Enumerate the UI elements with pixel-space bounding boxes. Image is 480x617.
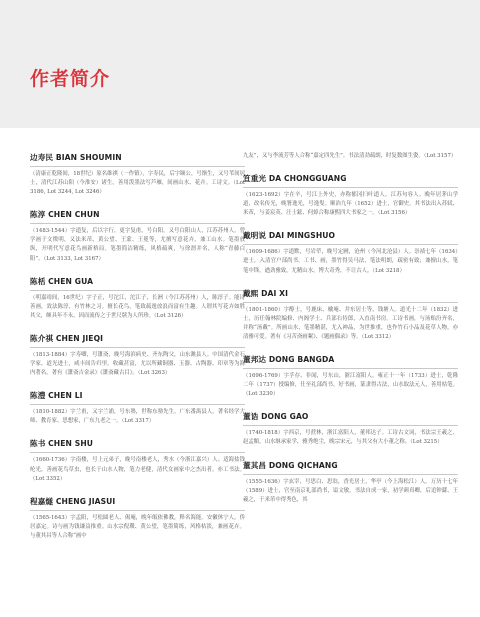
author-entry xyxy=(30,152,245,197)
divider xyxy=(30,223,245,224)
author-entry xyxy=(30,209,245,263)
author-bio: （1565-1643）字孟阳，号松圆老人、偈庵，晚年皈依佛教，释名海能。安徽休宁人，侨居嘉定。诗与画为钱谦益推重。山水宗倪瓒、黄公望，笔墨简练，风格枯淡，兼画花卉。与董其昌等人合称“画中 xyxy=(30,514,245,539)
divider xyxy=(30,452,245,453)
author-bio: （明嘉靖间，16世纪）字子正，号沱江，沱江子，长洲（今江苏苏州）人，陈淳子。能诗善画，效法陈淳，有竹林之习。擅长花鸟，笔致疏逸放浪而富有生趣。人谓其写花卉如胜其父，颇具年不永，因而流传之于世尺牍为人所珍。（Lot 3126） xyxy=(30,294,245,319)
author-bio: （1810-1882）字兰甫，又字兰浦，号东塾，世称东塾先生。广东番禺县人。著名经学大师、教育家、思想家，广东九老之一。（Lot 3317） xyxy=(30,409,245,425)
author-bio: （1696-1769）字孚存、非闻，号东山，浙江富阳人。雍正十一年（1733）进士，乾隆二年（1737）授编修，仕至礼部尚书。好书画，篆隶得古法，山水取法元人，善用枯笔。（Lot 3230） xyxy=(243,373,458,398)
author-name: 陈栝 CHEN GUA xyxy=(30,276,94,286)
author-name: 陈淳 CHEN CHUN xyxy=(30,210,100,220)
author-bio: （清康正乾隆间，18世纪）原名维祺（一作镇），字寿民，后字颐公，号渐生，又号苇间居士，清代江苏山阳（今淮安）诸生。善用泼墨法写芦雁，间画山水、花卉。工诗文。（Lot 3186, Lot 3244, Lot 3246） xyxy=(30,171,245,196)
divider xyxy=(30,404,245,405)
author-name: 陈介祺 CHEN JIEQI xyxy=(30,333,104,343)
divider xyxy=(243,474,458,475)
author-bio: （1623-1692）字在辛，号江上外史，亦称郁冈扫叶道人。江苏句容人。晚年居茅山学道，改名传光，晚署逸光，号逸叟。顺治九年（1652）进士，官御史。其书法出入苏轼、米芾，与姜宸英、汪士鋐、何焯合称康熙四大书家之一。（Lot 3156） xyxy=(243,192,458,217)
author-name: 陈澧 CHEN LI xyxy=(30,391,83,401)
author-name: 董其昌 DONG QICHANG xyxy=(243,460,338,470)
divider xyxy=(243,187,458,188)
author-bio: （1813-1884）字寿卿，号簠斋，晚号海滨病史、齐东陶父，山东潍县人。中国清代金石学家。道光进士，咸丰间告归里。收藏甚富，尤以所藏铜器、玉器、古陶器、印章等为海内著名。著有《簠斋吉金录》《簠斋藏古目》。（Lot 3263） xyxy=(30,351,245,377)
author-bio: （1660-1736）字南楼，号上元弟子，晚号南楼老人，秀水（今浙江嘉兴）人。适海盐钱纶光，善画花鸟草虫，也长于山水人物，笔力老健，清代女画家中之杰出者。亦工书法。（Lot 3352） xyxy=(30,457,245,482)
author-entry xyxy=(243,230,458,275)
author-entry xyxy=(30,496,245,541)
author-bio: （1555-1636）字玄宰，号思白、思翁，香光居士，华亭（今上海松江）人。万历十七年（1589）进士，官至南京礼部尚书，谥文敏。书法自成一家，初学颜真卿，后追钟繇、王羲之，于米芾中得秀色，其 xyxy=(243,478,458,503)
header-banner xyxy=(0,0,480,128)
author-entry xyxy=(30,438,245,483)
author-entry xyxy=(30,276,245,321)
author-name: 董诰 DONG GAO xyxy=(243,412,309,422)
divider xyxy=(30,347,245,348)
divider xyxy=(30,290,245,291)
author-bio: （1609-1686）字道默，号岩荦，晚号定圃，沧州（今河北沧县）人。崇祯七年（1634）进士，入清官户部尚书。工书、画，墨竹得吴马法，笔法明朗，疏密有致；兼擅山水，笔笔中锋，遒劲雅致，尤精山水，博大奇秀，不让古人。（Lot 3218） xyxy=(243,249,458,274)
author-name: 戴明说 DAI MINGSHUO xyxy=(243,231,336,241)
left-column xyxy=(30,152,245,553)
author-entry xyxy=(30,390,245,426)
bio-continuation: 九友”，又与李流芳等人合称“嘉定四先生”。书法清劲疏朗，时复数图生姿。（Lot 3157） xyxy=(243,153,457,159)
author-name: 笪重光 DA CHONGGUANG xyxy=(243,174,347,184)
divider xyxy=(243,425,458,426)
divider xyxy=(243,244,458,245)
author-bio: （1740-1818）字西京，号蔗林，浙江富阳人，董邦达子。工诗古文词，书法宗王羲之、赵孟頫，山水继承家学，雅秀绝尘，晚宗宋元，与其父有大小董之称。（Lot 3215） xyxy=(243,430,458,446)
author-entry xyxy=(243,288,458,342)
author-bio: （1483-1544）字道复，后以字行，更字复甫，号白阳，又号白阳山人，江苏苏州人。曾学画于文徵明，又法米芾、黄公望、王蒙、王冕等，尤擅写意花卉，兼工山水。笔墨放纵，开明代写意花鸟画新格局。笔墨简洁精练，风格疏爽，与徐渭并名，人称“青藤白阳”。（Lot 3133, Lot 3167） xyxy=(30,228,245,262)
author-name: 陈书 CHEN SHU xyxy=(30,439,94,449)
author-entry xyxy=(243,354,458,399)
author-entry xyxy=(243,173,458,218)
author-bio: （1801-1860）字醇士，号鹿床、榆庵、井东居士等，钱塘人。道光十二年（1832）进士，历任翰林院编修、内阁学士、兵部右侍郎，入直南书房。工诗书画，与汤贻汾齐名，并称“汤戴”。所画山水，笔墨精湛，尤入神品，为世推重，也作竹石小品及花草人物，亦清雅可爱。著有《习苦斋画絮》、《题画偶录》等。（Lot 3312） xyxy=(243,306,458,340)
page-title: 作者简介 xyxy=(30,68,111,90)
author-name: 边寿民 BIAN SHOUMIN xyxy=(30,153,122,162)
author-entry xyxy=(243,411,458,447)
author-name: 程嘉燧 CHENG JIASUI xyxy=(30,496,116,506)
author-name: 董邦达 DONG BANGDA xyxy=(243,355,335,365)
author-entry xyxy=(243,460,458,505)
divider xyxy=(243,302,458,303)
divider xyxy=(30,510,245,511)
divider xyxy=(243,368,458,369)
author-name: 戴熙 DAI XI xyxy=(243,288,289,298)
right-column xyxy=(243,152,458,517)
divider xyxy=(30,166,245,167)
author-entry xyxy=(30,333,245,378)
